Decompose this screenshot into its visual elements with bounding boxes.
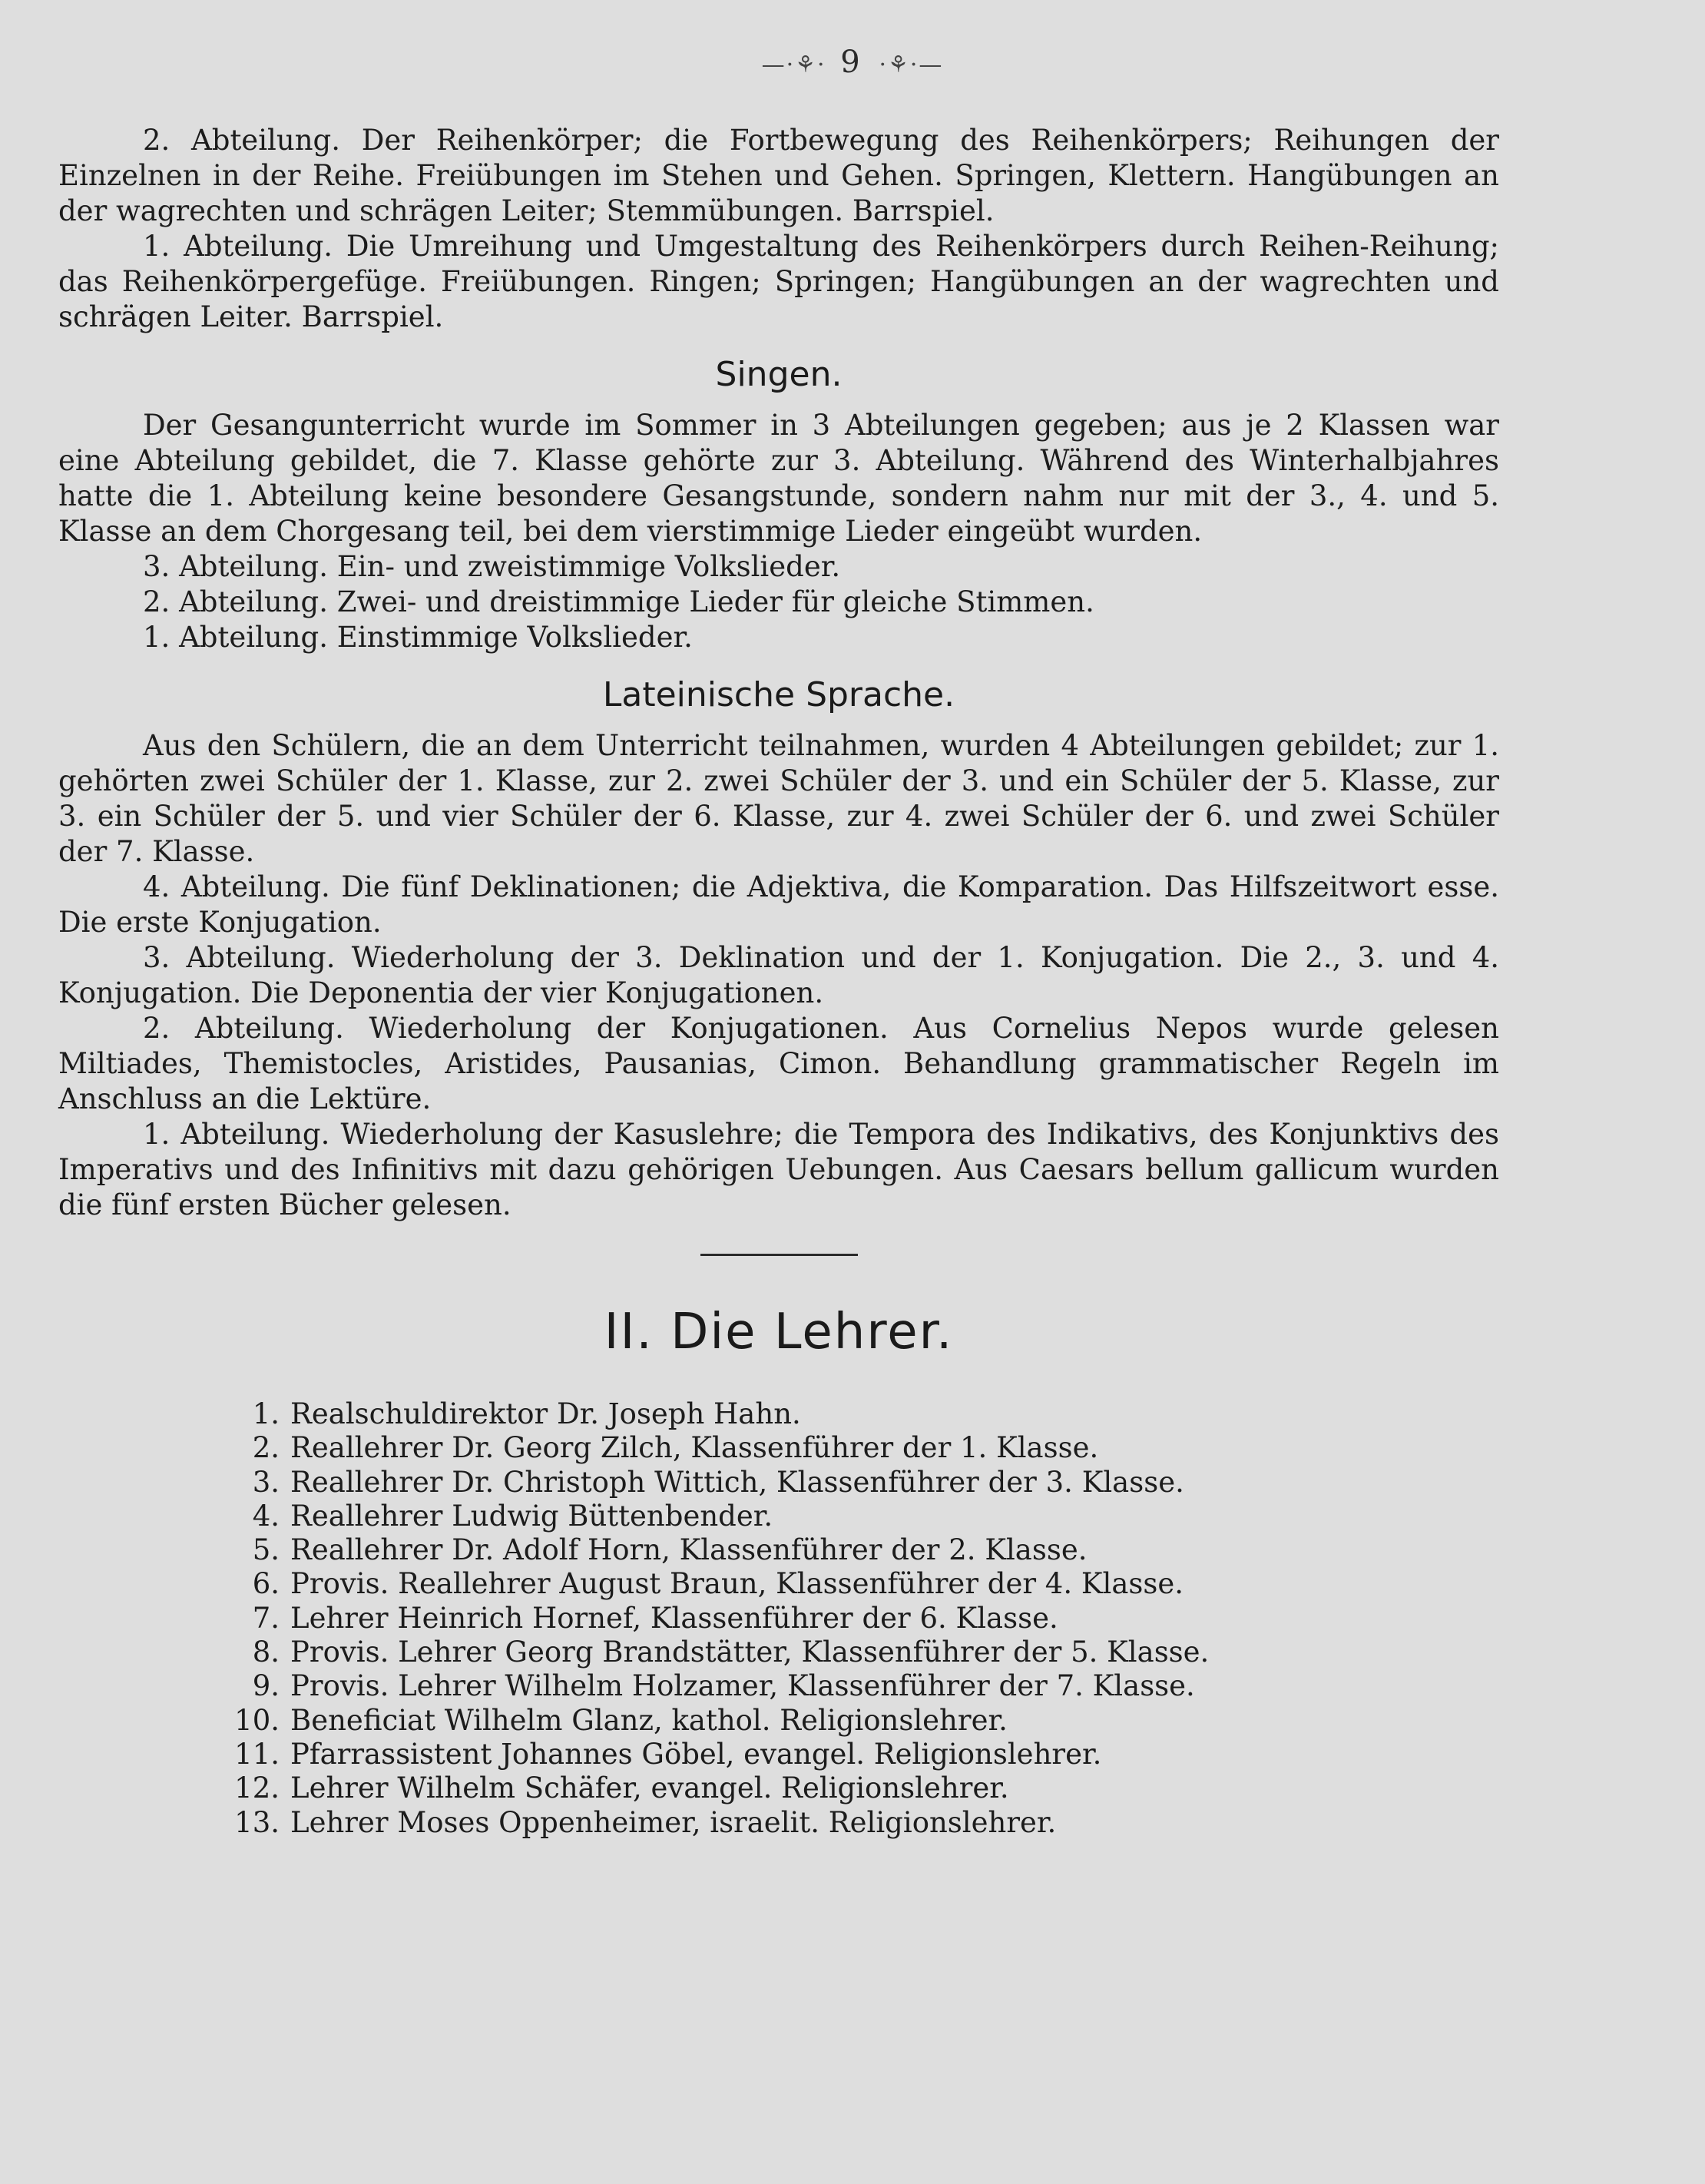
singen-intro: Der Gesangunterricht wurde im Sommer in 3 Abteilungen gegeben; aus je 2 Klassen war eine Abteilung gebildet, die 7. Klasse gehörte zur 3. Abteilung. Während des Winterhalbjahres hatte die 1. Abteilung keine besondere Gesangstunde, sondern nahm nur mit der 3., 4. und 5. Klasse an dem Chorgesang teil, bei dem vierstimmige Lieder eingeübt wurden.: [58, 409, 1499, 548]
latein-paragraph: 4. Abteilung. Die fünf Deklinationen; die Adjektiva, die Komparation. Das Hilfszeitwort esse. Die erste Konjugation.: [58, 870, 1499, 939]
list-item: [224, 1704, 1499, 1738]
list-item: [224, 1567, 1499, 1601]
teacher-entry: Reallehrer Dr. Georg Zilch, Klassenführer der 1. Klasse.: [290, 1431, 1099, 1465]
section-lehrer: [58, 1304, 1499, 1840]
teacher-entry: Reallehrer Dr. Christoph Wittich, Klassenführer der 3. Klasse.: [290, 1465, 1184, 1499]
teacher-entry: Pfarrassistent Johannes Göbel, evangel. Religionslehrer.: [290, 1737, 1102, 1771]
turnen-paragraph-2: 2. Abteilung. Der Reihenkörper; die Fortbewegung des Reihenkörpers; Reihungen der Einzelnen in der Reihe. Freiübungen im Stehen und Gehen. Springen, Klettern. Hangübungen an der wagrechten und schrägen Leiter; Stemmübungen. Barrspiel.: [58, 124, 1499, 227]
teacher-entry: Lehrer Moses Oppenheimer, israelit. Religionslehrer.: [290, 1805, 1057, 1839]
teacher-entry: Beneficiat Wilhelm Glanz, kathol. Religionslehrer.: [290, 1703, 1008, 1737]
teacher-entry: Provis. Reallehrer August Braun, Klassenführer der 4. Klasse.: [290, 1567, 1184, 1601]
latein-paragraph: 2. Abteilung. Wiederholung der Konjugationen. Aus Cornelius Nepos wurde gelesen Miltiades, Themistocles, Aristides, Pausanias, Cimon. Behandlung grammatischer Regeln im Anschluss an die Lektüre.: [58, 1012, 1499, 1115]
teacher-number: 7.: [252, 1601, 280, 1635]
section-latein: [58, 675, 1499, 1223]
header-ornament-left: —·⚘·: [761, 51, 826, 78]
latein-heading: Lateinische Sprache.: [602, 675, 955, 714]
teacher-number: 9.: [252, 1669, 280, 1703]
teacher-entry: Reallehrer Ludwig Büttenbender.: [290, 1499, 773, 1533]
latein-paragraph: 3. Abteilung. Wiederholung der 3. Deklination und der 1. Konjugation. Die 2., 3. und 4. Konjugation. Die Deponentia der vier Konjugationen.: [58, 941, 1499, 1009]
list-item: [224, 1771, 1499, 1805]
teacher-entry: Provis. Lehrer Georg Brandstätter, Klassenführer der 5. Klasse.: [290, 1636, 1210, 1669]
list-item: [224, 1806, 1499, 1840]
list-item: [224, 1397, 1499, 1431]
singen-item: 2. Abteilung. Zwei- und dreistimmige Lieder für gleiche Stimmen.: [143, 585, 1094, 618]
singen-item: 1. Abteilung. Einstimmige Volkslieder.: [143, 621, 693, 654]
list-item: [224, 1533, 1499, 1567]
turnen-paragraph-1: 1. Abteilung. Die Umreihung und Umgestaltung des Reihenkörpers durch Reihen-Reihung; das Reihenkörpergefüge. Freiübungen. Ringen; Springen; Hangübungen an der wagrechten und schrägen Leiter. Barrspiel.: [58, 230, 1499, 333]
list-item: [224, 1738, 1499, 1771]
teacher-number: 8.: [252, 1636, 280, 1669]
teacher-entry: Provis. Lehrer Wilhelm Holzamer, Klassenführer der 7. Klasse.: [290, 1669, 1195, 1703]
teacher-number: 13.: [234, 1805, 280, 1839]
list-item: [224, 1636, 1499, 1669]
teacher-number: 2.: [252, 1431, 280, 1465]
page-header: [0, 45, 1705, 80]
teacher-list: [224, 1397, 1499, 1840]
teacher-number: 4.: [252, 1499, 280, 1533]
list-item: [224, 1431, 1499, 1465]
section-turnen: [58, 123, 1499, 335]
teacher-number: 3.: [252, 1465, 280, 1499]
list-item: [224, 1669, 1499, 1703]
section-divider: [700, 1254, 858, 1256]
singen-item: 3. Abteilung. Ein- und zweistimmige Volkslieder.: [143, 550, 841, 583]
latein-paragraph: Aus den Schülern, die an dem Unterricht teilnahmen, wurden 4 Abteilungen gebildet; zur 1. gehörten zwei Schüler der 1. Klasse, zur 2. zwei Schüler der 3. und ein Schüler der 5. Klasse, zur 3. ein Schüler der 5. und vier Schüler der 6. Klasse, zur 4. zwei Schüler der 6. und zwei Schüler der 7. Klasse.: [58, 729, 1499, 868]
singen-heading: Singen.: [715, 355, 843, 394]
list-item: [224, 1500, 1499, 1533]
header-ornament-right: ·⚘·—: [879, 51, 944, 78]
teacher-entry: Reallehrer Dr. Adolf Horn, Klassenführer der 2. Klasse.: [290, 1533, 1088, 1567]
teacher-entry: Lehrer Heinrich Hornef, Klassenführer der 6. Klasse.: [290, 1601, 1058, 1635]
teacher-number: 5.: [252, 1533, 280, 1567]
latein-paragraph: 1. Abteilung. Wiederholung der Kasuslehre; die Tempora des Indikativs, des Konjunktivs des Imperativs und des Infinitivs mit dazu gehörigen Uebungen. Aus Caesars bellum gallicum wurden die fünf ersten Bücher gelesen.: [58, 1118, 1499, 1221]
list-item: [224, 1466, 1499, 1500]
teacher-number: 6.: [252, 1567, 280, 1601]
teacher-number: 11.: [234, 1737, 280, 1771]
teacher-number: 12.: [234, 1771, 280, 1805]
list-item: [224, 1602, 1499, 1636]
teacher-entry: Realschuldirektor Dr. Joseph Hahn.: [290, 1397, 801, 1430]
section-singen: [58, 355, 1499, 655]
page-content: [58, 123, 1499, 1840]
teacher-number: 1.: [252, 1397, 280, 1430]
page-number: 9: [840, 45, 865, 80]
teacher-number: 10.: [234, 1703, 280, 1737]
lehrer-heading: II. Die Lehrer.: [604, 1304, 954, 1360]
teacher-entry: Lehrer Wilhelm Schäfer, evangel. Religionslehrer.: [290, 1771, 1009, 1805]
